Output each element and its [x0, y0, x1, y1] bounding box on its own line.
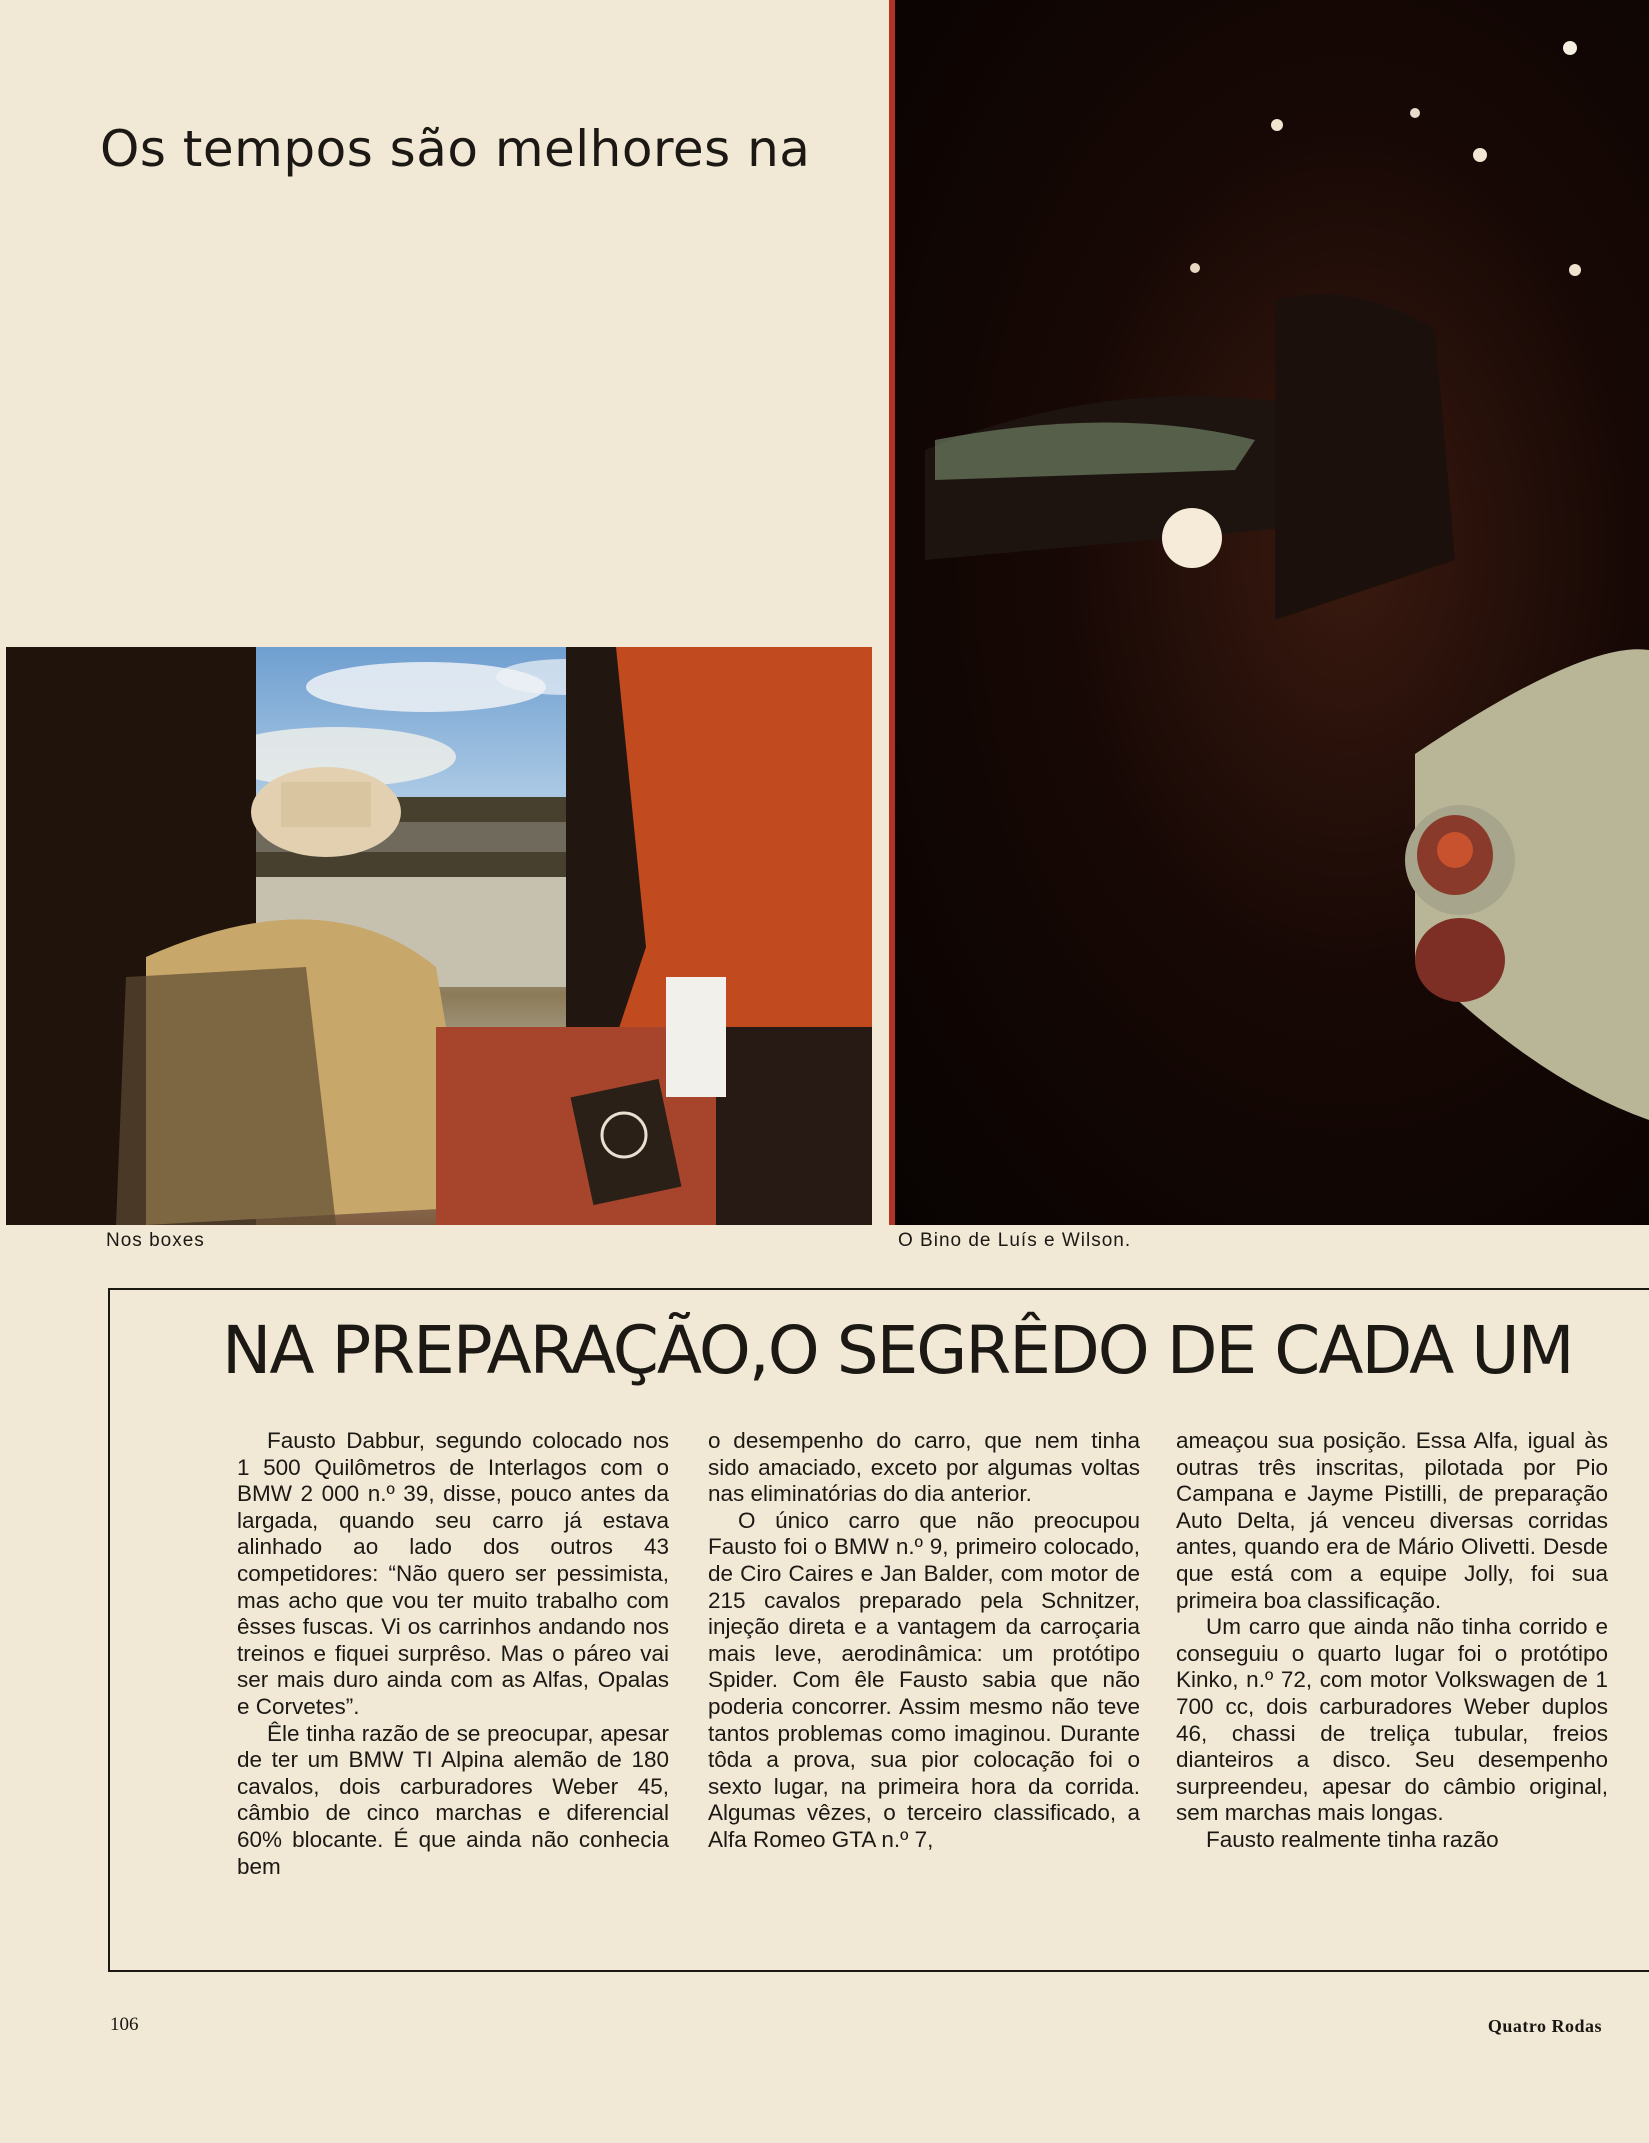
photo-bino-car-night	[895, 0, 1649, 1225]
photo-pit-boxes	[6, 647, 872, 1225]
paragraph: o desempenho do carro, que nem tinha sido amaciado, exceto por algumas voltas nas eliminatórias do dia anterior.	[708, 1428, 1140, 1507]
paragraph: Um carro que ainda não tinha corrido e conseguiu o quarto lugar foi o protótipo Kinko, n.º 72, com motor Volkswagen de 1 700 cc, dois carburadores Weber duplos 46, chassi de treliça tubular, freios dianteiros a disco. Seu desempenho surpreendeu, apesar do câmbio original, sem marchas mais longas.	[1176, 1614, 1608, 1826]
section-title: NA PREPARAÇÃO,O SEGRÊDO DE CADA UM	[222, 1312, 1573, 1389]
headline: Os tempos são melhores na	[100, 120, 811, 178]
caption-boxes: Nos boxes	[106, 1230, 205, 1251]
magazine-name: Quatro Rodas	[1487, 2016, 1602, 2036]
paragraph: ameaçou sua posição. Essa Alfa, igual às outras três inscritas, pilotada por Pio Campana e Jayme Pistilli, de preparação Auto Delta, já venceu diversas corridas antes, quando era de Mário Olivetti. Desde que está com a equipe Jolly, foi sua primeira boa classificação.	[1176, 1428, 1608, 1613]
paragraph: Fausto realmente tinha razão	[1206, 1826, 1499, 1852]
article-column-2	[708, 1428, 1140, 1854]
page-number: 106	[110, 2014, 139, 2035]
caption-bino: O Bino de Luís e Wilson.	[898, 1230, 1132, 1251]
paragraph: Fausto Dabbur, segundo colocado nos 1 500 Quilômetros de Interlagos com o BMW 2 000 n.º 39, disse, pouco antes da largada, quando seu carro já estava alinhado ao lado dos outros 43 competidores: “Não quero ser pessimista, mas acho que vou ter muito trabalho com êsses fuscas. Vi os carrinhos andando nos treinos e fiquei surprêso. Mas o páreo vai ser mais duro ainda com as Alfas, Opalas e Corvetes”.	[237, 1428, 669, 1719]
paragraph: Êle tinha razão de se preocupar, apesar de ter um BMW TI Alpina alemão de 180 cavalos, dois carburadores Weber 45, câmbio de cinco marchas e diferencial 60% blocante. É que ainda não conhecia bem	[237, 1720, 669, 1879]
article-column-3	[1176, 1428, 1608, 1854]
paragraph: O único carro que não preocupou Fausto foi o BMW n.º 9, primeiro colocado, de Ciro Caires e Jan Balder, com motor de 215 cavalos preparado pela Schnitzer, injeção direta e a vantagem da carroçaria mais leve, aerodinâmica: um protótipo Spider. Com êle Fausto sabia que não poderia concorrer. Assim mesmo não teve tantos problemas como imaginou. Durante tôda a prova, sua pior colocação foi o sexto lugar, na primeira hora da corrida. Algumas vêzes, o terceiro classificado, a Alfa Romeo GTA n.º 7,	[708, 1507, 1140, 1852]
article-column-1	[237, 1428, 669, 1880]
article-box	[108, 1288, 1649, 1972]
